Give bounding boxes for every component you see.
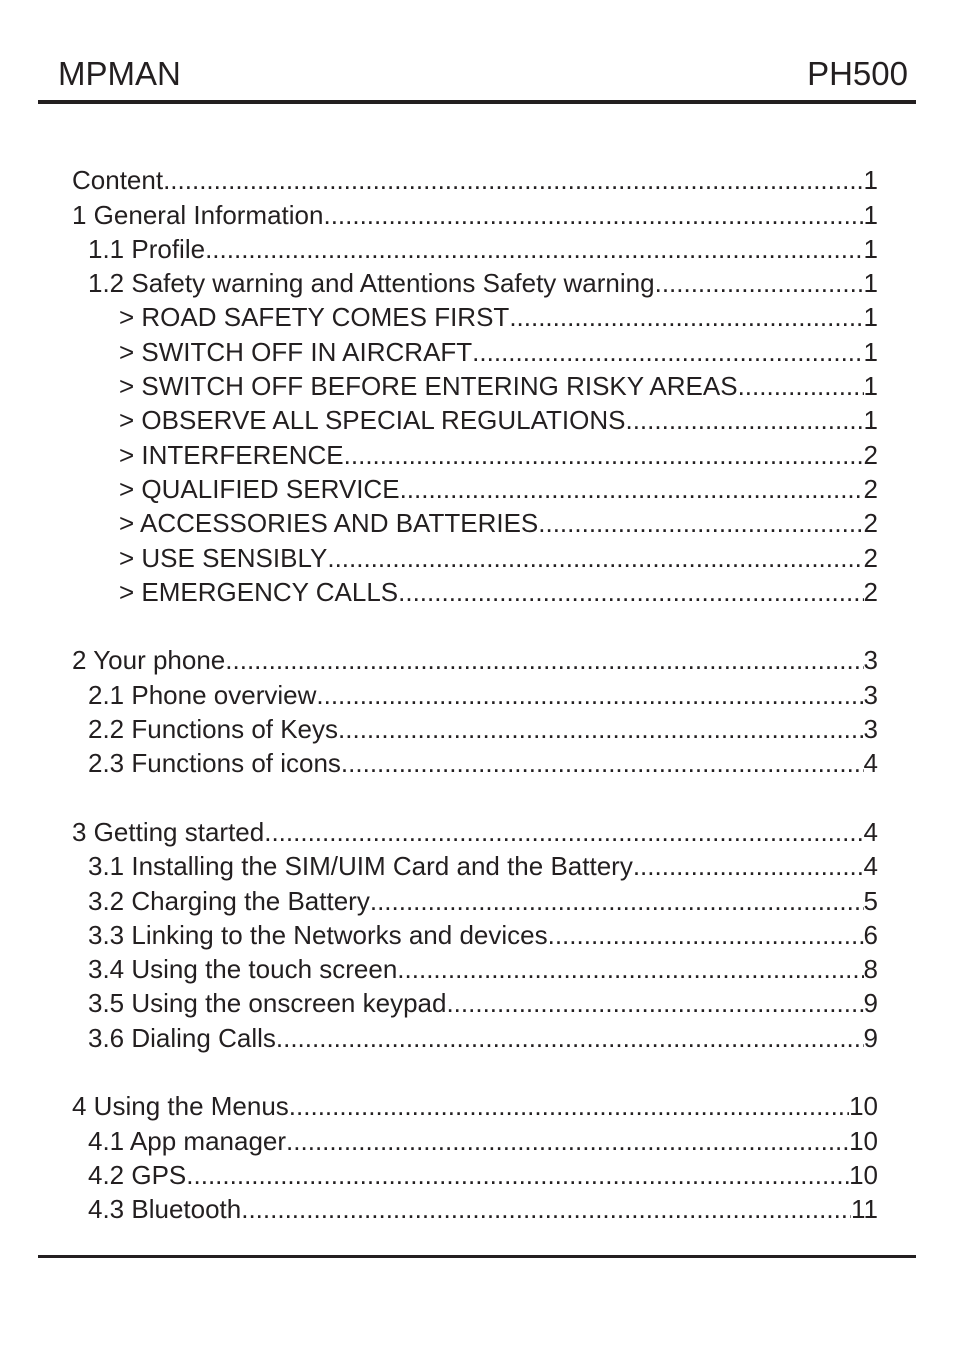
- toc-entry-title: 2.3 Functions of icons: [88, 748, 341, 779]
- toc-entry-title: 3 Getting started: [72, 816, 265, 847]
- toc-entry[interactable]: [72, 332, 878, 366]
- toc-entry-title: 2 Your phone: [72, 645, 226, 676]
- toc-page-number: 2: [863, 439, 878, 470]
- toc-page-number: 11: [851, 1194, 878, 1225]
- toc-page-number: 10: [849, 1159, 878, 1190]
- toc-entry[interactable]: [72, 264, 878, 298]
- toc-entry[interactable]: [72, 573, 878, 607]
- toc-entry-title: > SWITCH OFF IN AIRCRAFT: [119, 336, 473, 367]
- model-name: PH500: [807, 55, 908, 92]
- toc-entry-title: > OBSERVE ALL SPECIAL REGULATIONS: [119, 405, 626, 436]
- toc-page-number: 2: [863, 576, 878, 607]
- toc-page-number: 6: [863, 919, 878, 950]
- toc-entry[interactable]: [72, 813, 878, 847]
- toc-page-number: 8: [863, 954, 878, 985]
- toc-dot-leader: [338, 714, 864, 744]
- toc-entry-title: 3.5 Using the onscreen keypad: [88, 988, 447, 1019]
- toc-page-number: 1: [863, 371, 878, 402]
- toc-entry[interactable]: [72, 1087, 878, 1121]
- toc-dot-leader: [163, 165, 863, 195]
- toc-entry[interactable]: [72, 881, 878, 915]
- toc-entry-title: > USE SENSIBLY: [119, 542, 328, 573]
- toc-entry-title: 1 General Information: [72, 199, 324, 230]
- toc-entry-title: > INTERFERENCE: [119, 439, 344, 470]
- toc-entry[interactable]: [72, 1156, 878, 1190]
- toc-entry-title: 3.4 Using the touch screen: [88, 954, 398, 985]
- toc-entry[interactable]: [72, 744, 878, 778]
- toc-dot-leader: [370, 886, 864, 916]
- toc-page-number: 1: [863, 199, 878, 230]
- toc-dot-leader: [446, 988, 863, 1018]
- toc-entry[interactable]: [72, 401, 878, 435]
- toc-page-number: 2: [863, 542, 878, 573]
- toc-page-number: 1: [863, 302, 878, 333]
- toc-entry-title: 1.1 Profile: [88, 233, 206, 264]
- toc-page-number: 1: [863, 233, 878, 264]
- toc-dot-leader: [509, 302, 863, 332]
- toc-dot-leader: [276, 1023, 864, 1053]
- footer-divider: [38, 1255, 916, 1258]
- toc-page-number: 4: [863, 748, 878, 779]
- toc-page-number: 2: [863, 508, 878, 539]
- toc-entry-title: > EMERGENCY CALLS: [119, 576, 399, 607]
- toc-entry-title: 4 Using the Menus: [72, 1091, 289, 1122]
- toc-dot-leader: [327, 543, 863, 573]
- toc-dot-leader: [655, 268, 864, 298]
- toc-dot-leader: [264, 817, 863, 847]
- toc-dot-leader: [548, 920, 864, 950]
- toc-entry-title: 2.2 Functions of Keys: [88, 714, 339, 745]
- toc-dot-leader: [289, 1091, 849, 1121]
- toc-dot-leader: [316, 680, 863, 710]
- toc-dot-leader: [398, 577, 863, 607]
- toc-dot-leader: [625, 405, 863, 435]
- toc-page-number: 9: [863, 1022, 878, 1053]
- toc-entry[interactable]: [72, 984, 878, 1018]
- toc-dot-leader: [397, 954, 863, 984]
- toc-page-number: 3: [863, 645, 878, 676]
- toc-entry-title: > QUALIFIED SERVICE: [119, 473, 400, 504]
- toc-entry[interactable]: [72, 435, 878, 469]
- toc-page-number: 4: [863, 851, 878, 882]
- toc-entry-title: > ACCESSORIES AND BATTERIES: [119, 508, 539, 539]
- toc-entry[interactable]: [72, 298, 878, 332]
- toc-dot-leader: [205, 234, 863, 264]
- toc-dot-leader: [738, 371, 864, 401]
- toc-entry[interactable]: [72, 161, 878, 195]
- toc-dot-leader: [538, 508, 863, 538]
- toc-entry-title: 3.3 Linking to the Networks and devices: [88, 919, 548, 950]
- toc-entry[interactable]: [72, 230, 878, 264]
- toc-page-number: 3: [863, 679, 878, 710]
- toc-dot-leader: [323, 200, 863, 230]
- toc-dot-leader: [225, 645, 863, 675]
- toc-entry[interactable]: [72, 1190, 878, 1224]
- toc-dot-leader: [633, 851, 864, 881]
- page-header: [38, 50, 916, 104]
- toc-dot-leader: [286, 1126, 849, 1156]
- toc-entry-title: 1.2 Safety warning and Attentions Safety warning: [88, 268, 655, 299]
- toc-page-number: 10: [849, 1091, 878, 1122]
- toc-entry[interactable]: [72, 470, 878, 504]
- toc-dot-leader: [472, 337, 863, 367]
- toc-entry[interactable]: [72, 710, 878, 744]
- toc-entry[interactable]: [72, 950, 878, 984]
- toc-page-number: 10: [849, 1125, 878, 1156]
- toc-entry-title: 3.2 Charging the Battery: [88, 885, 370, 916]
- toc-dot-leader: [341, 748, 864, 778]
- toc-entry-title: 3.6 Dialing Calls: [88, 1022, 276, 1053]
- toc-page-number: 1: [863, 336, 878, 367]
- toc-page-number: 3: [863, 714, 878, 745]
- toc-entry[interactable]: [72, 675, 878, 709]
- toc-entry[interactable]: [72, 367, 878, 401]
- toc-page-number: 1: [863, 268, 878, 299]
- toc-entry[interactable]: [72, 1018, 878, 1052]
- toc-entry[interactable]: [72, 1121, 878, 1155]
- toc-page-number: 5: [863, 885, 878, 916]
- toc-entry-title: 4.3 Bluetooth: [88, 1194, 242, 1225]
- toc-entry-title: 4.1 App manager: [88, 1125, 287, 1156]
- toc-entry-title: > ROAD SAFETY COMES FIRST: [119, 302, 510, 333]
- toc-dot-leader: [186, 1160, 849, 1190]
- toc-entry[interactable]: [72, 504, 878, 538]
- toc-page-number: 4: [863, 816, 878, 847]
- table-of-contents: [72, 161, 884, 1224]
- toc-entry[interactable]: [72, 916, 878, 950]
- toc-page-number: 2: [863, 473, 878, 504]
- toc-entry[interactable]: [72, 641, 878, 675]
- toc-page-number: 9: [863, 988, 878, 1019]
- toc-page-number: 1: [863, 165, 878, 196]
- toc-entry[interactable]: [72, 195, 878, 229]
- toc-entry[interactable]: [72, 847, 878, 881]
- toc-entry-title: 2.1 Phone overview: [88, 679, 317, 710]
- toc-dot-leader: [400, 474, 864, 504]
- toc-entry-title: Content: [72, 165, 164, 196]
- toc-entry[interactable]: [72, 538, 878, 572]
- toc-page-number: 1: [863, 405, 878, 436]
- toc-entry-title: 3.1 Installing the SIM/UIM Card and the Battery: [88, 851, 633, 882]
- toc-dot-leader: [344, 440, 864, 470]
- brand-name: MPMAN: [58, 55, 181, 92]
- toc-entry-title: 4.2 GPS: [88, 1159, 187, 1190]
- toc-entry-title: > SWITCH OFF BEFORE ENTERING RISKY AREAS: [119, 371, 738, 402]
- toc-dot-leader: [241, 1194, 851, 1224]
